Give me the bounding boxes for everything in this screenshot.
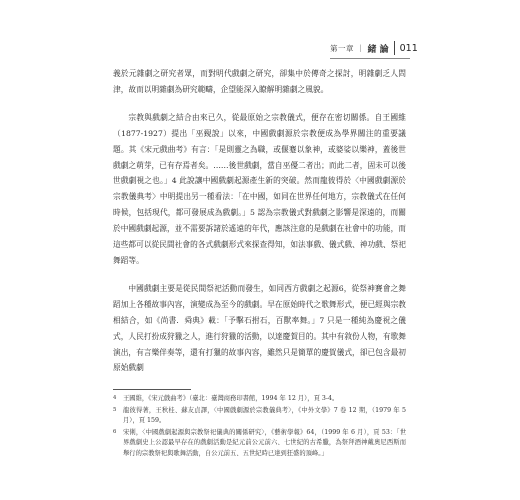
running-head-separator: ｜: [357, 43, 365, 53]
footnote-text: 王國維，《宋元戲曲考》（臺北：臺灣商務印書館，1994 年 12 月），頁 3-4。: [123, 395, 339, 402]
footnote-number: 4: [113, 395, 117, 401]
footnote-text: 宋俐，〈中國戲劇起源與宗教祭祀儀典的關係研究〉，《藝術學報》64，（1999 年 6 月），頁 53：「世界戲劇史上公認最早存在的戲劇活動是紀元前公元前六、七世紀的古希臘，為祭拜酒神戴奧尼西斯而舉行的宗教祭祀與歌舞活動，自公元前五、五世紀時已達到狂盛的頂峰。」: [123, 428, 406, 457]
header-rule: [330, 58, 410, 59]
footnote-rule: [113, 389, 191, 390]
footnote-text: 龍彼得著，王秋桂、蘇友貞譯，〈中國戲劇源於宗教儀典考〉，《中外文學》7 卷 12 期，（1979 年 5 月），頁 159。: [123, 406, 406, 425]
main-text: [113, 66, 406, 376]
footnote-number: 5: [113, 406, 117, 413]
running-head-divider: [394, 41, 395, 55]
paragraph-drama-origin: 中國戲劇主要是從民間祭祀活動而發生，如同西方戲劇之起源6，從祭神賽會之舞蹈加上各種故事內容，演變成為至今的戲劇。早在原始時代之歌舞形式，便已經與宗教相結合，如《尚書．舜典》載：「予擊石拊石，百獸率舞。」7 只是一種純為慶祝之儀式，人民打扮成狩獵之人，進行狩獵的活動，以達慶賀目的。其中有敘份人物，有歌舞演出，有言樂伴奏等，還有打獵的故事內容，雖然只是簡單的慶賀儀式，卻已包含最初原始戲劇: [113, 283, 406, 373]
footnote-number: 6: [113, 428, 117, 435]
footnote-item: [113, 406, 406, 427]
footnote-item: [113, 394, 406, 405]
paragraph-religion-drama: 宗教與戲劇之結合由來已久，從最原始之宗教儀式，便存在密切關係。自王國維（1877-1927）提出「巫覡說」以來，中國戲劇源於宗教便成為學界關注的重要議題。其《宋元戲曲考》有言：「是則靈之為職，或偃蹇以象神，或婆娑以樂神，蓋後世戲劇之萌芽，已有存焉者矣。……後世戲劇，當自巫優二者出；而此二者，固未可以後世戲劇視之也。」4 此說讓中國戲劇起源產生新的突破。然而龍彼得於〈中國戲劇源於宗教儀典考〉中明提出另一種看法：「在中國，如同在世界任何地方，宗教儀式在任何時候，包括現代，都可發展成為戲劇。」5 認為宗教儀式對戲劇之影響是深遠的，而關於中國戲劇起源，並不需要訴諸於遙遠的年代，應該注意的是戲劇在社會中的功能，而這些都可以從民間社會的各式戲劇形式來探查得知，如法事戲、儀式戲、神功戲、祭祀舞蹈等。: [113, 112, 406, 265]
footnotes: [113, 394, 406, 461]
paragraph-continuation: 義於元雜劇之研究者眾，而對明代戲劇之研究，卻集中於傳奇之探討，明雜劇乏人問津，故而以明雜劇為研究範疇，企望能深入瞭解明雜劇之風貌。: [113, 69, 406, 94]
chapter-label: 第一章: [330, 43, 354, 53]
running-head: [330, 40, 418, 56]
page-number: 011: [399, 42, 418, 54]
chapter-title: 緒 論: [367, 44, 389, 55]
footnote-item: [113, 428, 406, 460]
